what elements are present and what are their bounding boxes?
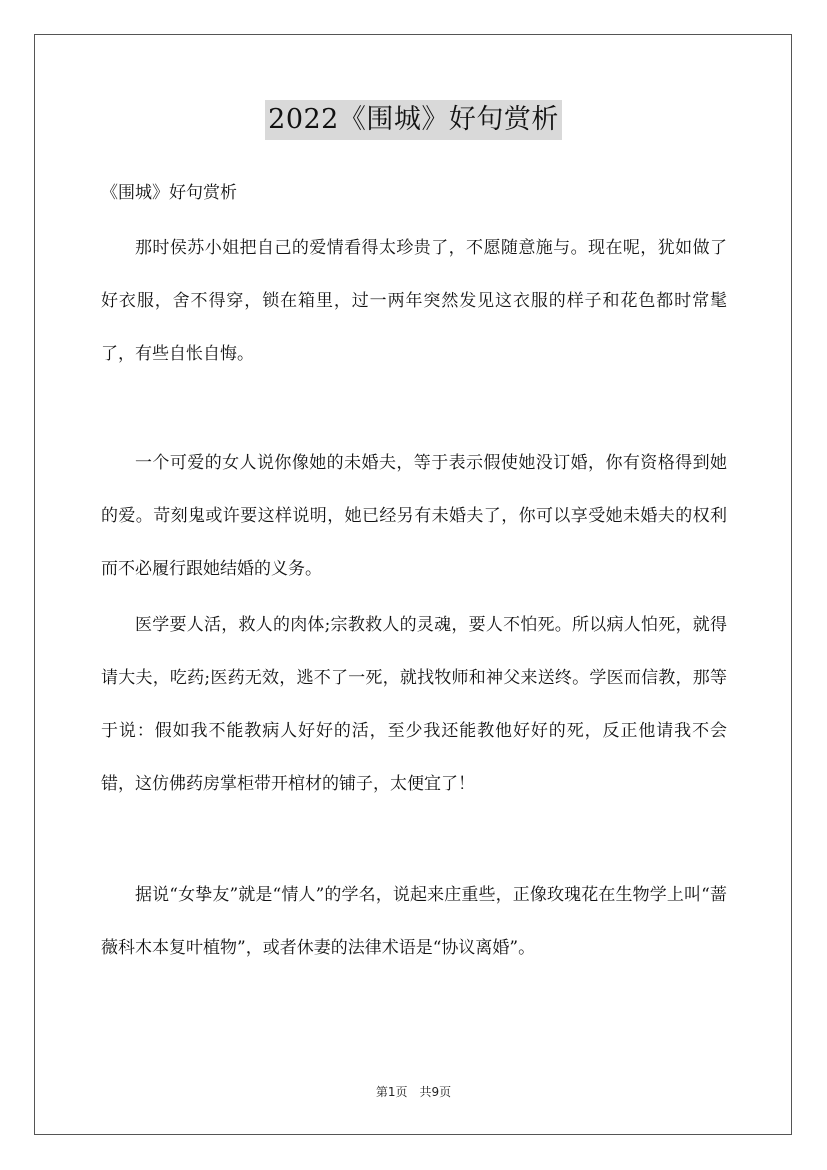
page-number-footer: 第1页 共9页 bbox=[375, 1085, 452, 1099]
paragraph: 一个可爱的女人说你像她的未婚夫，等于表示假使她没订婚，你有资格得到她的爱。苛刻鬼或许要这样说明，她已经另有未婚夫了，你可以享受她未婚夫的权利而不必履行跟她结婚的义务。 bbox=[101, 453, 727, 579]
paragraph: 那时侯苏小姐把自己的爱情看得太珍贵了，不愿随意施与。现在呢，犹如做了好衣服，舍不得穿，锁在箱里，过一两年突然发见这衣服的样子和花色都时常髦了，有些自怅自悔。 bbox=[101, 238, 727, 364]
paragraph: 医学要人活，救人的肉体;宗教救人的灵魂，要人不怕死。所以病人怕死，就得请大夫，吃药;医药无效，逃不了一死，就找牧师和神父来送终。学医而信教，那等于说：假如我不能教病人好好的活，至少我还能教他好好的死，反正他请我不会错，这仿佛药房掌柜带开棺材的铺子，太便宜了！ bbox=[101, 615, 727, 794]
document-subtitle: 《围城》好句赏析 bbox=[101, 183, 237, 203]
paragraph: 据说“女挚友”就是“情人”的学名，说起来庄重些，正像玫瑰花在生物学上叫“蔷薇科木本复叶植物”，或者休妻的法律术语是“协议离婚”。 bbox=[101, 885, 727, 958]
document-title: 2022《围城》好句赏析 bbox=[265, 100, 562, 140]
title-container bbox=[0, 100, 827, 140]
